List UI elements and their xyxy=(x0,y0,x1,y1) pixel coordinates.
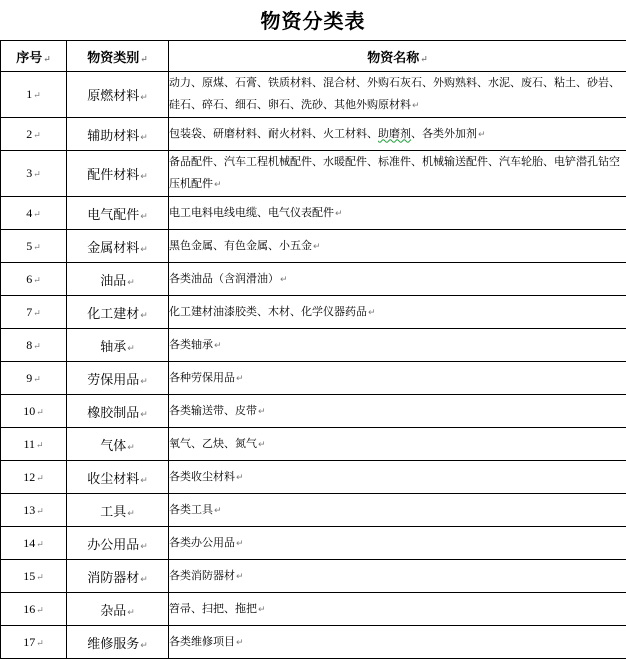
row-number: 6↵ xyxy=(1,263,67,296)
row-names: 动力、原煤、石膏、铁质材料、混合材、外购石灰石、外购熟料、水泥、废石、粘土、砂岩、硅石、碎石、细石、卵石、洗砂、其他外购原材料↵ xyxy=(169,72,626,118)
row-names: 各类工具↵ xyxy=(169,494,626,527)
table-row xyxy=(1,527,626,560)
table-row xyxy=(1,494,626,527)
row-number: 12↵ xyxy=(1,461,67,494)
spellcheck-underline: 助磨剂 xyxy=(378,127,411,140)
row-category: 配件材料↵ xyxy=(67,151,169,197)
table-row xyxy=(1,593,626,626)
row-names: 各种劳保用品↵ xyxy=(169,362,626,395)
row-number: 3↵ xyxy=(1,151,67,197)
row-names: 各类维修项目↵ xyxy=(169,626,626,659)
table-header-row xyxy=(1,41,626,72)
table-row xyxy=(1,560,626,593)
row-number: 5↵ xyxy=(1,230,67,263)
row-category: 劳保用品↵ xyxy=(67,362,169,395)
row-names: 黑色金属、有色金属、小五金↵ xyxy=(169,230,626,263)
row-category: 工具↵ xyxy=(67,494,169,527)
row-category: 原燃材料↵ xyxy=(67,72,169,118)
table-row xyxy=(1,151,626,197)
table-row xyxy=(1,428,626,461)
row-category: 电气配件↵ xyxy=(67,197,169,230)
table-row xyxy=(1,296,626,329)
row-number: 13↵ xyxy=(1,494,67,527)
row-names: 各类消防器材↵ xyxy=(169,560,626,593)
table-row xyxy=(1,362,626,395)
row-names: 各类油品（含润滑油）↵ xyxy=(169,263,626,296)
row-names: 电工电料电线电缆、电气仪表配件↵ xyxy=(169,197,626,230)
row-category: 轴承↵ xyxy=(67,329,169,362)
row-category: 办公用品↵ xyxy=(67,527,169,560)
row-names: 各类收尘材料↵ xyxy=(169,461,626,494)
row-number: 1↵ xyxy=(1,72,67,118)
table-row xyxy=(1,263,626,296)
row-names: 氧气、乙炔、氮气↵ xyxy=(169,428,626,461)
row-number: 9↵ xyxy=(1,362,67,395)
table-row xyxy=(1,461,626,494)
row-category: 气体↵ xyxy=(67,428,169,461)
row-category: 油品↵ xyxy=(67,263,169,296)
table-row xyxy=(1,72,626,118)
table-row xyxy=(1,626,626,659)
row-names: 备品配件、汽车工程机械配件、水暖配件、标准件、机械输送配件、汽车轮胎、电铲潜孔钻空压机配件↵ xyxy=(169,151,626,197)
material-category-table xyxy=(0,40,626,659)
row-number: 14↵ xyxy=(1,527,67,560)
row-category: 维修服务↵ xyxy=(67,626,169,659)
row-names: 包装袋、研磨材料、耐火材料、火工材料、助磨剂、各类外加剂↵ xyxy=(169,118,626,151)
row-names: 各类轴承↵ xyxy=(169,329,626,362)
row-number: 11↵ xyxy=(1,428,67,461)
row-category: 辅助材料↵ xyxy=(67,118,169,151)
table-row xyxy=(1,329,626,362)
row-number: 10↵ xyxy=(1,395,67,428)
row-names: 化工建材油漆胶类、木材、化学仪器药品↵ xyxy=(169,296,626,329)
table-row xyxy=(1,395,626,428)
row-names: 各类办公用品↵ xyxy=(169,527,626,560)
row-number: 4↵ xyxy=(1,197,67,230)
row-number: 7↵ xyxy=(1,296,67,329)
row-names: 笤帚、扫把、拖把↵ xyxy=(169,593,626,626)
row-number: 17↵ xyxy=(1,626,67,659)
table-row xyxy=(1,118,626,151)
page-title: 物资分类表 xyxy=(0,8,626,34)
row-category: 金属材料↵ xyxy=(67,230,169,263)
header-category: 物资类别↵ xyxy=(67,41,169,72)
row-category: 消防器材↵ xyxy=(67,560,169,593)
row-number: 8↵ xyxy=(1,329,67,362)
header-number: 序号↵ xyxy=(1,41,67,72)
row-category: 橡胶制品↵ xyxy=(67,395,169,428)
row-category: 杂品↵ xyxy=(67,593,169,626)
header-names: 物资名称↵ xyxy=(169,41,626,72)
row-category: 收尘材料↵ xyxy=(67,461,169,494)
table-row xyxy=(1,230,626,263)
row-category: 化工建材↵ xyxy=(67,296,169,329)
row-number: 15↵ xyxy=(1,560,67,593)
row-number: 16↵ xyxy=(1,593,67,626)
row-names: 各类输送带、皮带↵ xyxy=(169,395,626,428)
row-number: 2↵ xyxy=(1,118,67,151)
table-row xyxy=(1,197,626,230)
